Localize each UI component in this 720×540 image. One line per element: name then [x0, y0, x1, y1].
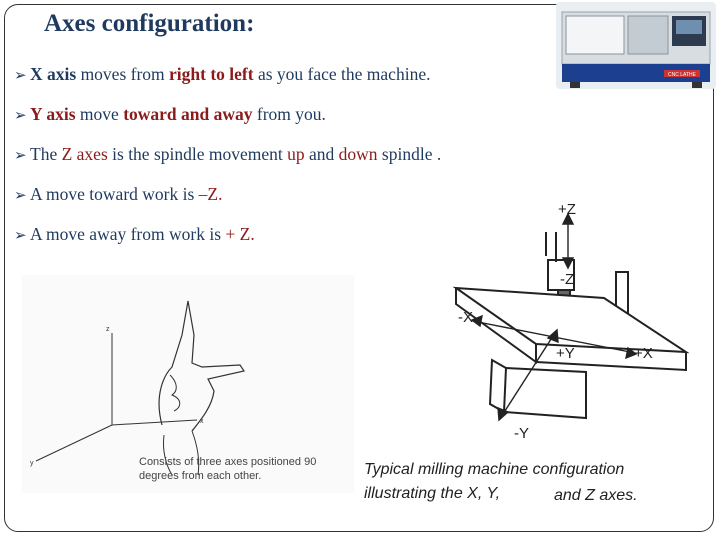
bullet-text-run: –Z.: [198, 184, 223, 204]
bullet-arrow-icon: ➢: [14, 108, 27, 124]
right-hand-rule-figure: [22, 275, 354, 493]
lathe-machine-photo: [556, 2, 716, 89]
plus-z-label: +Z: [558, 201, 576, 218]
bullet-item: [14, 144, 441, 184]
y-axis-label: y: [30, 460, 34, 467]
x-axis-label: x: [200, 418, 204, 425]
bullet-arrow-icon: ➢: [14, 188, 27, 204]
bullet-text-run: The: [30, 144, 62, 164]
bullet-text-run: toward and away: [123, 104, 253, 124]
bullet-text-run: + Z.: [225, 224, 255, 244]
bullet-text-run: A move toward work is: [30, 184, 199, 204]
bullet-arrow-icon: ➢: [14, 148, 27, 164]
plus-y-label: +Y: [556, 345, 575, 362]
bullet-text-run: up: [287, 144, 305, 164]
right-caption-line2: illustrating the X, Y,: [364, 485, 501, 502]
z-axis-label: z: [106, 326, 110, 333]
bullet-text-run: down: [338, 144, 378, 164]
bullet-text-run: moves from: [76, 64, 170, 84]
right-caption-line1: Typical milling machine configuration: [364, 461, 625, 478]
bullet-text-run: as you face the machine.: [253, 64, 431, 84]
left-caption-line1: Consists of three axes positioned 90: [139, 456, 317, 468]
bullet-text-run: is the spindle movement: [107, 144, 288, 164]
bullet-text-run: X axis: [30, 64, 77, 84]
bullet-text-run: move: [75, 104, 124, 124]
bullet-text-run: Y axis: [30, 104, 76, 124]
bullet-text-run: Z axes: [61, 144, 108, 164]
left-caption-line2: degrees from each other.: [139, 470, 262, 482]
right-caption-line3: and Z axes.: [554, 487, 638, 504]
bullet-item: [14, 104, 441, 144]
minus-y-label: -Y: [514, 425, 529, 442]
brand-plate: CNC LATHE: [668, 72, 696, 78]
bullet-text-run: and: [304, 144, 339, 164]
bullet-text-run: right to left: [169, 64, 254, 84]
milling-axes-figure: [358, 192, 692, 516]
slide-title: Axes configuration:: [44, 10, 255, 37]
bullet-arrow-icon: ➢: [14, 68, 27, 84]
bullet-arrow-icon: ➢: [14, 228, 27, 244]
bullet-text-run: spindle .: [377, 144, 442, 164]
bullet-text-run: from you.: [252, 104, 326, 124]
bullet-item: [14, 64, 441, 104]
plus-x-label: +X: [634, 345, 653, 362]
minus-z-label: -Z: [560, 271, 575, 288]
minus-x-label: -X: [458, 309, 473, 326]
bullet-text-run: A move away from work is: [30, 224, 226, 244]
